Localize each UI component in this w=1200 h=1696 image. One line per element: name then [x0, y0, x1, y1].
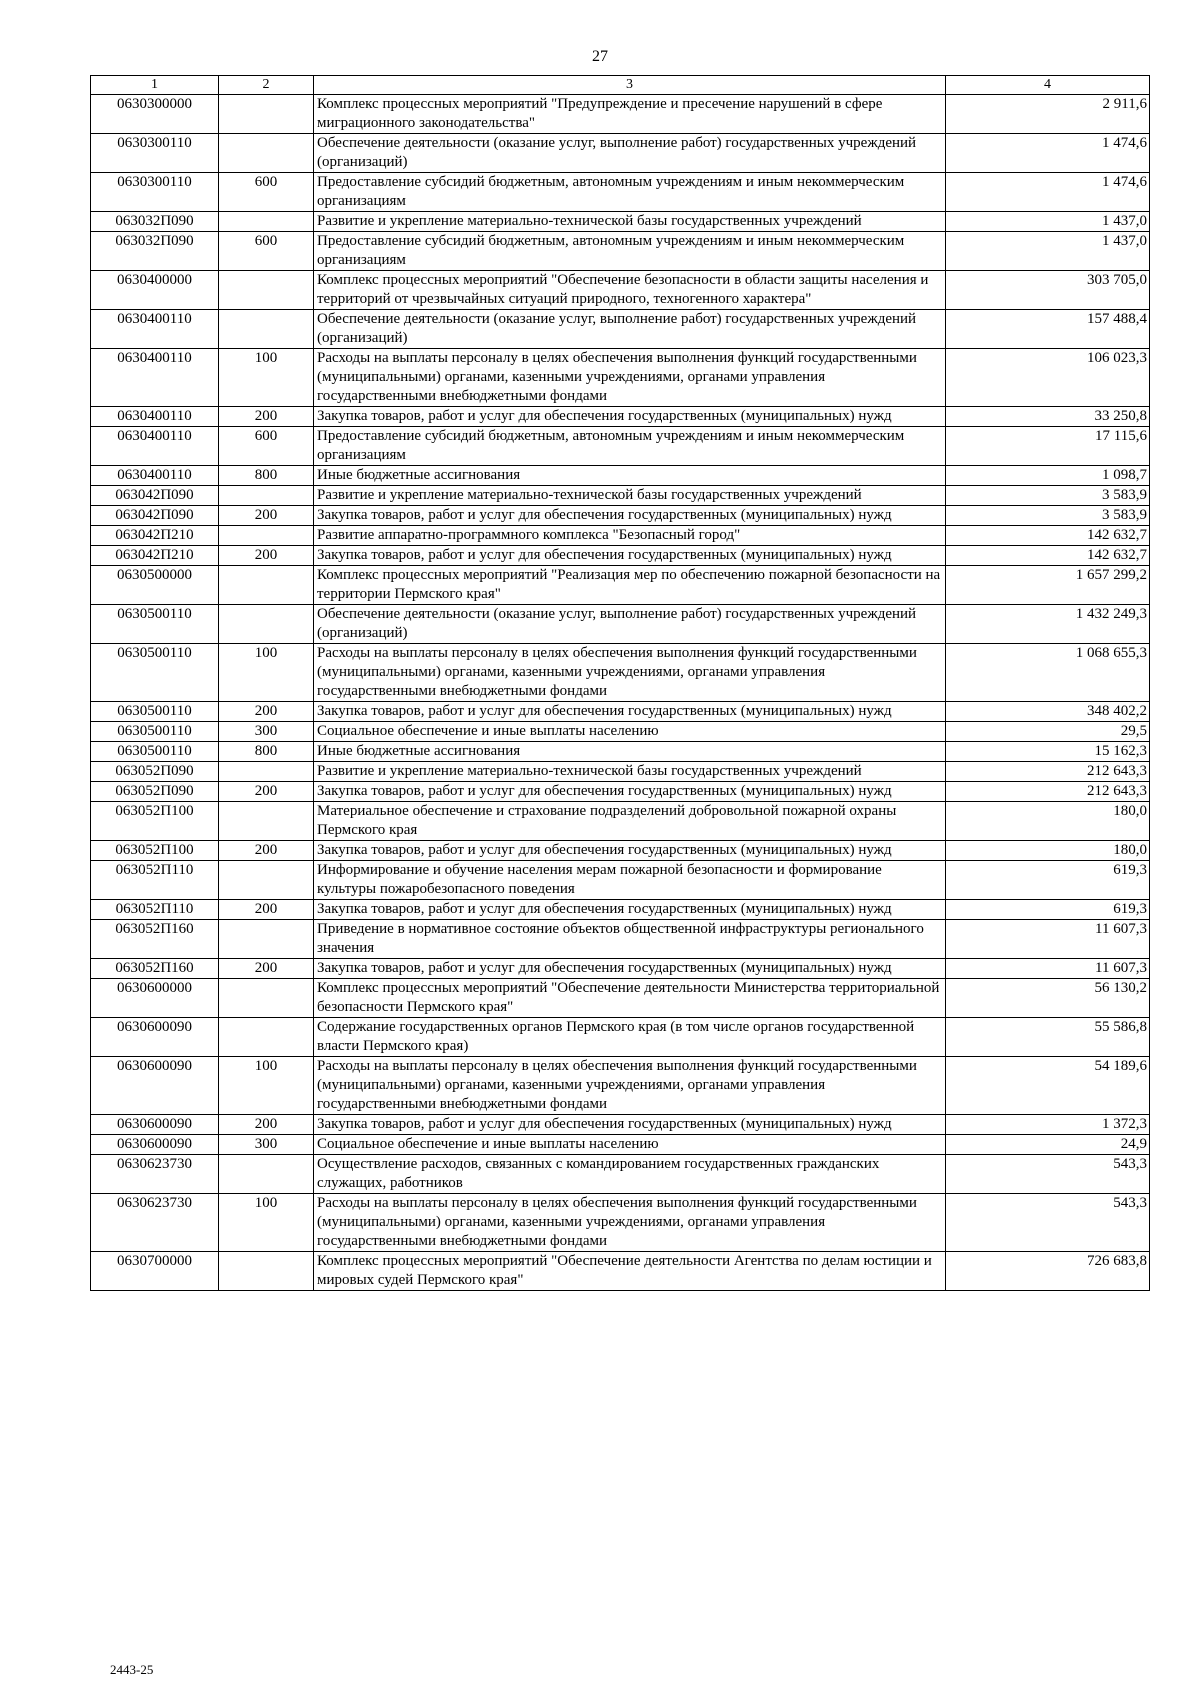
- cell-code: 0630600090: [91, 1115, 219, 1135]
- cell-amount: 726 683,8: [946, 1252, 1150, 1291]
- cell-code: 063032П090: [91, 212, 219, 232]
- cell-name: Расходы на выплаты персоналу в целях обеспечения выполнения функций государственными (муниципальными) органами, казенными учреждениями, органами управления государственными внебюджетными фондами: [314, 349, 946, 407]
- cell-code: 063042П210: [91, 526, 219, 546]
- cell-amount: 543,3: [946, 1155, 1150, 1194]
- cell-name: Комплекс процессных мероприятий "Обеспечение деятельности Министерства территориальной безопасности Пермского края": [314, 979, 946, 1018]
- table-row: [91, 506, 1150, 526]
- cell-name: Обеспечение деятельности (оказание услуг, выполнение работ) государственных учреждений (организаций): [314, 310, 946, 349]
- cell-name: Расходы на выплаты персоналу в целях обеспечения выполнения функций государственными (муниципальными) органами, казенными учреждениями, органами управления государственными внебюджетными фондами: [314, 1057, 946, 1115]
- table-row: [91, 722, 1150, 742]
- cell-amount: 619,3: [946, 900, 1150, 920]
- cell-name: Закупка товаров, работ и услуг для обеспечения государственных (муниципальных) нужд: [314, 506, 946, 526]
- table-row: [91, 310, 1150, 349]
- header-row: [91, 76, 1150, 95]
- cell-code: 0630300110: [91, 173, 219, 212]
- cell-name: Развитие и укрепление материально-технической базы государственных учреждений: [314, 212, 946, 232]
- cell-code: 063052П110: [91, 861, 219, 900]
- cell-expense-type: 600: [219, 232, 314, 271]
- cell-name: Материальное обеспечение и страхование подразделений добровольной пожарной охраны Пермского края: [314, 802, 946, 841]
- cell-code: 0630300000: [91, 95, 219, 134]
- table-row: [91, 212, 1150, 232]
- cell-amount: 1 437,0: [946, 212, 1150, 232]
- cell-expense-type: [219, 802, 314, 841]
- cell-code: 0630500110: [91, 644, 219, 702]
- cell-expense-type: [219, 605, 314, 644]
- cell-code: 063042П090: [91, 506, 219, 526]
- cell-expense-type: 300: [219, 1135, 314, 1155]
- table-row: [91, 900, 1150, 920]
- cell-name: Комплекс процессных мероприятий "Предупреждение и пресечение нарушений в сфере миграционного законодательства": [314, 95, 946, 134]
- table-row: [91, 466, 1150, 486]
- table-row: [91, 742, 1150, 762]
- cell-amount: 56 130,2: [946, 979, 1150, 1018]
- cell-expense-type: 300: [219, 722, 314, 742]
- cell-amount: 24,9: [946, 1135, 1150, 1155]
- cell-amount: 11 607,3: [946, 959, 1150, 979]
- cell-name: Обеспечение деятельности (оказание услуг, выполнение работ) государственных учреждений (организаций): [314, 605, 946, 644]
- cell-code: 063052П160: [91, 920, 219, 959]
- table-row: [91, 920, 1150, 959]
- cell-code: 063052П100: [91, 841, 219, 861]
- cell-name: Обеспечение деятельности (оказание услуг, выполнение работ) государственных учреждений (организаций): [314, 134, 946, 173]
- cell-amount: 3 583,9: [946, 506, 1150, 526]
- cell-amount: 543,3: [946, 1194, 1150, 1252]
- cell-name: Закупка товаров, работ и услуг для обеспечения государственных (муниципальных) нужд: [314, 702, 946, 722]
- cell-code: 0630500110: [91, 722, 219, 742]
- cell-amount: 619,3: [946, 861, 1150, 900]
- cell-expense-type: 100: [219, 644, 314, 702]
- cell-name: Закупка товаров, работ и услуг для обеспечения государственных (муниципальных) нужд: [314, 841, 946, 861]
- cell-code: 0630623730: [91, 1155, 219, 1194]
- cell-code: 0630400110: [91, 407, 219, 427]
- cell-code: 063052П100: [91, 802, 219, 841]
- cell-code: 063042П210: [91, 546, 219, 566]
- table-row: [91, 1194, 1150, 1252]
- cell-amount: 15 162,3: [946, 742, 1150, 762]
- cell-name: Закупка товаров, работ и услуг для обеспечения государственных (муниципальных) нужд: [314, 546, 946, 566]
- cell-code: 0630400110: [91, 349, 219, 407]
- cell-amount: 1 098,7: [946, 466, 1150, 486]
- cell-expense-type: 200: [219, 841, 314, 861]
- cell-expense-type: 200: [219, 407, 314, 427]
- cell-name: Социальное обеспечение и иные выплаты населению: [314, 722, 946, 742]
- cell-expense-type: 200: [219, 546, 314, 566]
- cell-code: 0630400110: [91, 310, 219, 349]
- cell-name: Развитие и укрепление материально-технической базы государственных учреждений: [314, 486, 946, 506]
- cell-code: 0630300110: [91, 134, 219, 173]
- cell-amount: 106 023,3: [946, 349, 1150, 407]
- cell-expense-type: 200: [219, 1115, 314, 1135]
- cell-expense-type: [219, 762, 314, 782]
- cell-expense-type: 800: [219, 742, 314, 762]
- table-row: [91, 979, 1150, 1018]
- table-row: [91, 566, 1150, 605]
- cell-name: Закупка товаров, работ и услуг для обеспечения государственных (муниципальных) нужд: [314, 782, 946, 802]
- table-row: [91, 702, 1150, 722]
- cell-code: 063052П110: [91, 900, 219, 920]
- cell-amount: 157 488,4: [946, 310, 1150, 349]
- cell-expense-type: [219, 212, 314, 232]
- cell-code: 0630623730: [91, 1194, 219, 1252]
- cell-amount: 1 372,3: [946, 1115, 1150, 1135]
- cell-expense-type: [219, 95, 314, 134]
- column-header-expense-type: 2: [219, 76, 314, 95]
- cell-code: 0630600090: [91, 1057, 219, 1115]
- budget-table: [90, 75, 1150, 1291]
- table-row: [91, 1057, 1150, 1115]
- cell-name: Комплекс процессных мероприятий "Реализация мер по обеспечению пожарной безопасности на территории Пермского края": [314, 566, 946, 605]
- table-body: [91, 95, 1150, 1291]
- table-row: [91, 173, 1150, 212]
- cell-name: Информирование и обучение населения мерам пожарной безопасности и формирование культуры пожаробезопасного поведения: [314, 861, 946, 900]
- cell-name: Социальное обеспечение и иные выплаты населению: [314, 1135, 946, 1155]
- cell-name: Приведение в нормативное состояние объектов общественной инфраструктуры регионального значения: [314, 920, 946, 959]
- cell-code: 0630600090: [91, 1018, 219, 1057]
- cell-amount: 3 583,9: [946, 486, 1150, 506]
- cell-expense-type: 200: [219, 959, 314, 979]
- cell-code: 063052П090: [91, 762, 219, 782]
- table-row: [91, 526, 1150, 546]
- cell-code: 0630500110: [91, 605, 219, 644]
- cell-amount: 1 657 299,2: [946, 566, 1150, 605]
- cell-amount: 212 643,3: [946, 782, 1150, 802]
- cell-name: Закупка товаров, работ и услуг для обеспечения государственных (муниципальных) нужд: [314, 900, 946, 920]
- cell-expense-type: [219, 310, 314, 349]
- cell-expense-type: 600: [219, 173, 314, 212]
- table-row: [91, 861, 1150, 900]
- cell-amount: 212 643,3: [946, 762, 1150, 782]
- cell-code: 063052П160: [91, 959, 219, 979]
- cell-code: 0630400110: [91, 427, 219, 466]
- cell-amount: 1 068 655,3: [946, 644, 1150, 702]
- cell-code: 0630700000: [91, 1252, 219, 1291]
- cell-expense-type: [219, 1155, 314, 1194]
- cell-expense-type: [219, 861, 314, 900]
- cell-name: Предоставление субсидий бюджетным, автономным учреждениям и иным некоммерческим организациям: [314, 173, 946, 212]
- cell-amount: 54 189,6: [946, 1057, 1150, 1115]
- table-row: [91, 1252, 1150, 1291]
- cell-expense-type: 100: [219, 1057, 314, 1115]
- cell-code: 0630500110: [91, 702, 219, 722]
- cell-code: 063032П090: [91, 232, 219, 271]
- cell-code: 063042П090: [91, 486, 219, 506]
- cell-expense-type: [219, 1252, 314, 1291]
- table-row: [91, 486, 1150, 506]
- table-row: [91, 605, 1150, 644]
- cell-amount: 1 432 249,3: [946, 605, 1150, 644]
- cell-expense-type: [219, 271, 314, 310]
- cell-amount: 180,0: [946, 802, 1150, 841]
- table-row: [91, 232, 1150, 271]
- cell-name: Осуществление расходов, связанных с командированием государственных гражданских служащих, работников: [314, 1155, 946, 1194]
- cell-expense-type: 200: [219, 900, 314, 920]
- cell-name: Содержание государственных органов Пермского края (в том числе органов государственной власти Пермского края): [314, 1018, 946, 1057]
- cell-amount: 180,0: [946, 841, 1150, 861]
- cell-expense-type: [219, 526, 314, 546]
- cell-expense-type: 200: [219, 506, 314, 526]
- cell-code: 0630400000: [91, 271, 219, 310]
- cell-amount: 33 250,8: [946, 407, 1150, 427]
- cell-name: Предоставление субсидий бюджетным, автономным учреждениям и иным некоммерческим организациям: [314, 427, 946, 466]
- cell-expense-type: 600: [219, 427, 314, 466]
- cell-code: 0630500110: [91, 742, 219, 762]
- cell-name: Развитие аппаратно-программного комплекса "Безопасный город": [314, 526, 946, 546]
- table-row: [91, 841, 1150, 861]
- table-row: [91, 959, 1150, 979]
- table-row: [91, 782, 1150, 802]
- cell-amount: 17 115,6: [946, 427, 1150, 466]
- cell-expense-type: [219, 920, 314, 959]
- cell-code: 0630600090: [91, 1135, 219, 1155]
- table-row: [91, 95, 1150, 134]
- cell-code: 063052П090: [91, 782, 219, 802]
- table-row: [91, 1155, 1150, 1194]
- cell-name: Иные бюджетные ассигнования: [314, 742, 946, 762]
- cell-expense-type: [219, 979, 314, 1018]
- cell-expense-type: [219, 1018, 314, 1057]
- cell-amount: 2 911,6: [946, 95, 1150, 134]
- table-row: [91, 644, 1150, 702]
- table-row: [91, 1115, 1150, 1135]
- cell-amount: 142 632,7: [946, 526, 1150, 546]
- table-row: [91, 349, 1150, 407]
- cell-name: Развитие и укрепление материально-технической базы государственных учреждений: [314, 762, 946, 782]
- cell-expense-type: 200: [219, 702, 314, 722]
- table-row: [91, 134, 1150, 173]
- cell-name: Закупка товаров, работ и услуг для обеспечения государственных (муниципальных) нужд: [314, 959, 946, 979]
- cell-expense-type: 200: [219, 782, 314, 802]
- column-header-code: 1: [91, 76, 219, 95]
- cell-code: 0630400110: [91, 466, 219, 486]
- cell-name: Предоставление субсидий бюджетным, автономным учреждениям и иным некоммерческим организациям: [314, 232, 946, 271]
- cell-amount: 1 437,0: [946, 232, 1150, 271]
- cell-amount: 348 402,2: [946, 702, 1150, 722]
- cell-expense-type: 800: [219, 466, 314, 486]
- table-header: [91, 76, 1150, 95]
- table-row: [91, 271, 1150, 310]
- cell-expense-type: 100: [219, 1194, 314, 1252]
- table-row: [91, 762, 1150, 782]
- cell-amount: 303 705,0: [946, 271, 1150, 310]
- cell-name: Расходы на выплаты персоналу в целях обеспечения выполнения функций государственными (муниципальными) органами, казенными учреждениями, органами управления государственными внебюджетными фондами: [314, 1194, 946, 1252]
- table-row: [91, 427, 1150, 466]
- cell-code: 0630500000: [91, 566, 219, 605]
- cell-amount: 1 474,6: [946, 173, 1150, 212]
- page-number: 27: [592, 48, 608, 65]
- cell-name: Комплекс процессных мероприятий "Обеспечение деятельности Агентства по делам юстиции и мировых судей Пермского края": [314, 1252, 946, 1291]
- column-header-name: 3: [314, 76, 946, 95]
- cell-name: Иные бюджетные ассигнования: [314, 466, 946, 486]
- cell-amount: 55 586,8: [946, 1018, 1150, 1057]
- table-row: [91, 407, 1150, 427]
- cell-name: Расходы на выплаты персоналу в целях обеспечения выполнения функций государственными (муниципальными) органами, казенными учреждениями, органами управления государственными внебюджетными фондами: [314, 644, 946, 702]
- cell-name: Закупка товаров, работ и услуг для обеспечения государственных (муниципальных) нужд: [314, 407, 946, 427]
- table-row: [91, 802, 1150, 841]
- column-header-amount: 4: [946, 76, 1150, 95]
- cell-expense-type: [219, 486, 314, 506]
- cell-code: 0630600000: [91, 979, 219, 1018]
- table-row: [91, 546, 1150, 566]
- document-footer-code: 2443-25: [110, 1662, 154, 1677]
- cell-name: Закупка товаров, работ и услуг для обеспечения государственных (муниципальных) нужд: [314, 1115, 946, 1135]
- cell-expense-type: 100: [219, 349, 314, 407]
- cell-amount: 1 474,6: [946, 134, 1150, 173]
- table-row: [91, 1135, 1150, 1155]
- cell-amount: 142 632,7: [946, 546, 1150, 566]
- cell-amount: 29,5: [946, 722, 1150, 742]
- cell-expense-type: [219, 134, 314, 173]
- table-row: [91, 1018, 1150, 1057]
- cell-amount: 11 607,3: [946, 920, 1150, 959]
- cell-expense-type: [219, 566, 314, 605]
- cell-name: Комплекс процессных мероприятий "Обеспечение безопасности в области защиты населения и территорий от чрезвычайных ситуаций природного, техногенного характера": [314, 271, 946, 310]
